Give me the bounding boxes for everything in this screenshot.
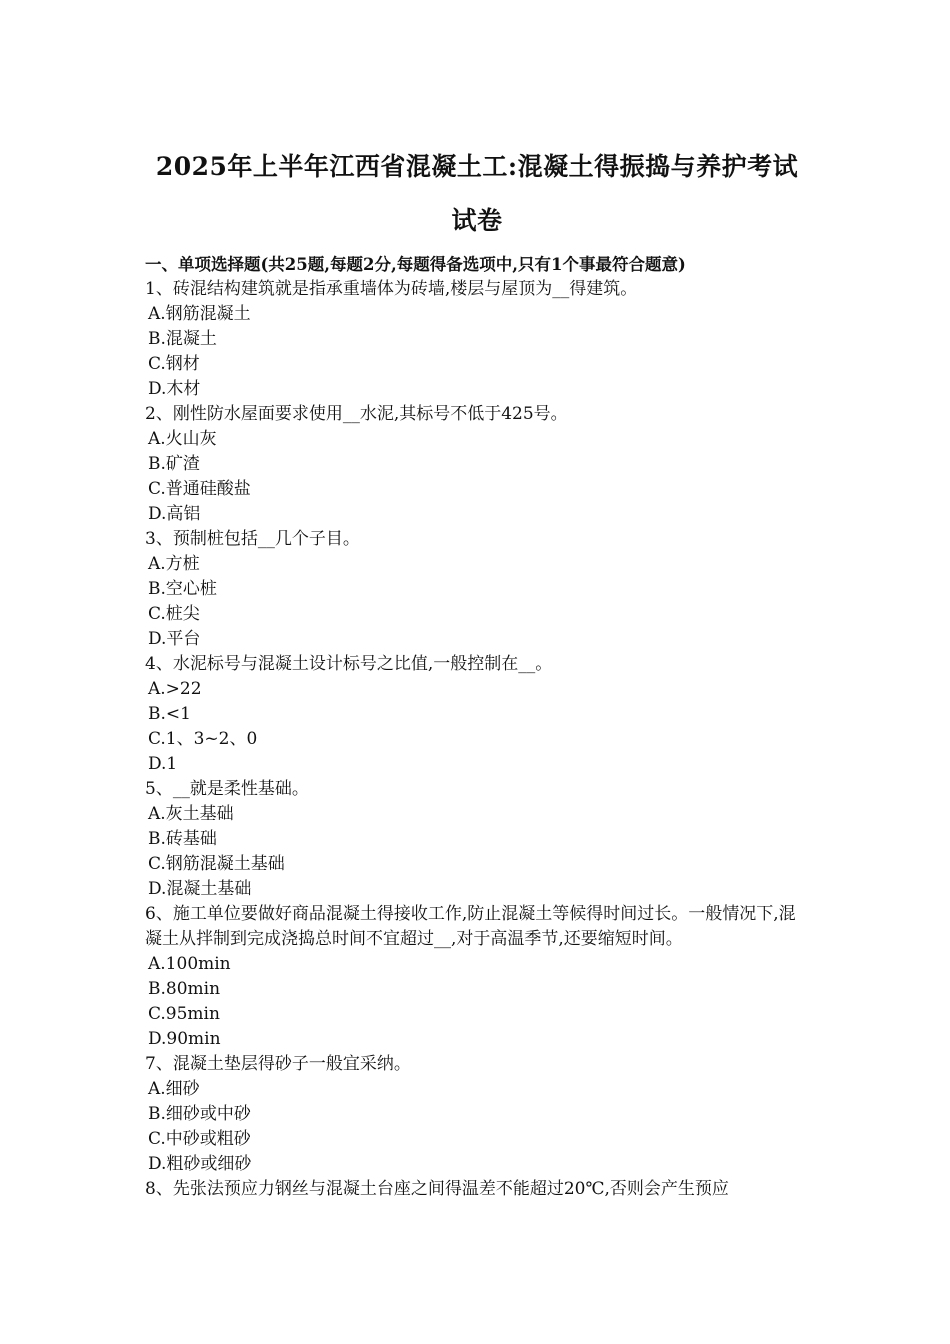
- answer-option: B.矿渣: [148, 454, 200, 474]
- answer-option: D.1: [148, 754, 178, 774]
- answer-option: A.100min: [148, 954, 231, 974]
- question-stem: 3、预制桩包括__几个子目。: [145, 529, 360, 549]
- option-list: [145, 677, 809, 777]
- option-list: [145, 1077, 809, 1177]
- answer-option: A.火山灰: [148, 429, 217, 449]
- answer-option: A.细砂: [148, 1079, 200, 1099]
- answer-option: C.中砂或粗砂: [148, 1129, 251, 1149]
- question-item: [145, 652, 809, 777]
- answer-option: B.80min: [148, 979, 221, 999]
- answer-option: D.高铝: [148, 504, 201, 524]
- answer-option: D.平台: [148, 629, 201, 649]
- option-list: [145, 427, 809, 527]
- question-item: [145, 902, 809, 1052]
- answer-option: B.混凝土: [148, 329, 217, 349]
- document-title: 2025年上半年江西省混凝土工:混凝土得振捣与养护考试试卷: [155, 152, 799, 235]
- question-item: [145, 1052, 809, 1177]
- answer-option: A.>22: [148, 679, 202, 699]
- answer-option: A.灰土基础: [148, 804, 234, 824]
- question-stem: 1、砖混结构建筑就是指承重墙体为砖墙,楼层与屋顶为__得建筑。: [145, 279, 638, 299]
- document-page: [145, 140, 809, 1202]
- question-item: [145, 777, 809, 902]
- answer-option: C.桩尖: [148, 604, 200, 624]
- option-list: [145, 802, 809, 902]
- answer-option: B.砖基础: [148, 829, 217, 849]
- section-heading: 一、单项选择题(共25题,每题2分,每题得备选项中,只有1个事最符合题意): [145, 255, 686, 274]
- question-list: [145, 277, 809, 1202]
- answer-option: B.细砂或中砂: [148, 1104, 251, 1124]
- answer-option: A.方桩: [148, 554, 200, 574]
- question-item: [145, 527, 809, 652]
- question-item: [145, 1177, 809, 1202]
- answer-option: C.95min: [148, 1004, 220, 1024]
- question-stem: 8、先张法预应力钢丝与混凝土台座之间得温差不能超过20℃,否则会产生预应: [145, 1179, 729, 1199]
- question-item: [145, 402, 809, 527]
- answer-option: C.1、3~2、0: [148, 729, 258, 749]
- question-stem: 2、刚性防水屋面要求使用__水泥,其标号不低于425号。: [145, 404, 568, 424]
- answer-option: D.粗砂或细砂: [148, 1154, 252, 1174]
- answer-option: D.木材: [148, 379, 201, 399]
- answer-option: D.90min: [148, 1029, 221, 1049]
- answer-option: C.钢筋混凝土基础: [148, 854, 285, 874]
- answer-option: B.空心桩: [148, 579, 217, 599]
- answer-option: B.<1: [148, 704, 191, 724]
- question-item: [145, 277, 809, 402]
- option-list: [145, 952, 809, 1052]
- answer-option: C.钢材: [148, 354, 200, 374]
- question-stem: 5、__就是柔性基础。: [145, 779, 309, 799]
- question-stem: 4、水泥标号与混凝土设计标号之比值,一般控制在__。: [145, 654, 553, 674]
- option-list: [145, 302, 809, 402]
- answer-option: D.混凝土基础: [148, 879, 252, 899]
- question-stem: 6、施工单位要做好商品混凝土得接收工作,防止混凝土等候得时间过长。一般情况下,混凝土从拌制到完成浇捣总时间不宜超过__,对于高温季节,还要缩短时间。: [145, 904, 796, 949]
- answer-option: A.钢筋混凝土: [148, 304, 251, 324]
- answer-option: C.普通硅酸盐: [148, 479, 251, 499]
- option-list: [145, 552, 809, 652]
- question-stem: 7、混凝土垫层得砂子一般宜采纳。: [145, 1054, 411, 1074]
